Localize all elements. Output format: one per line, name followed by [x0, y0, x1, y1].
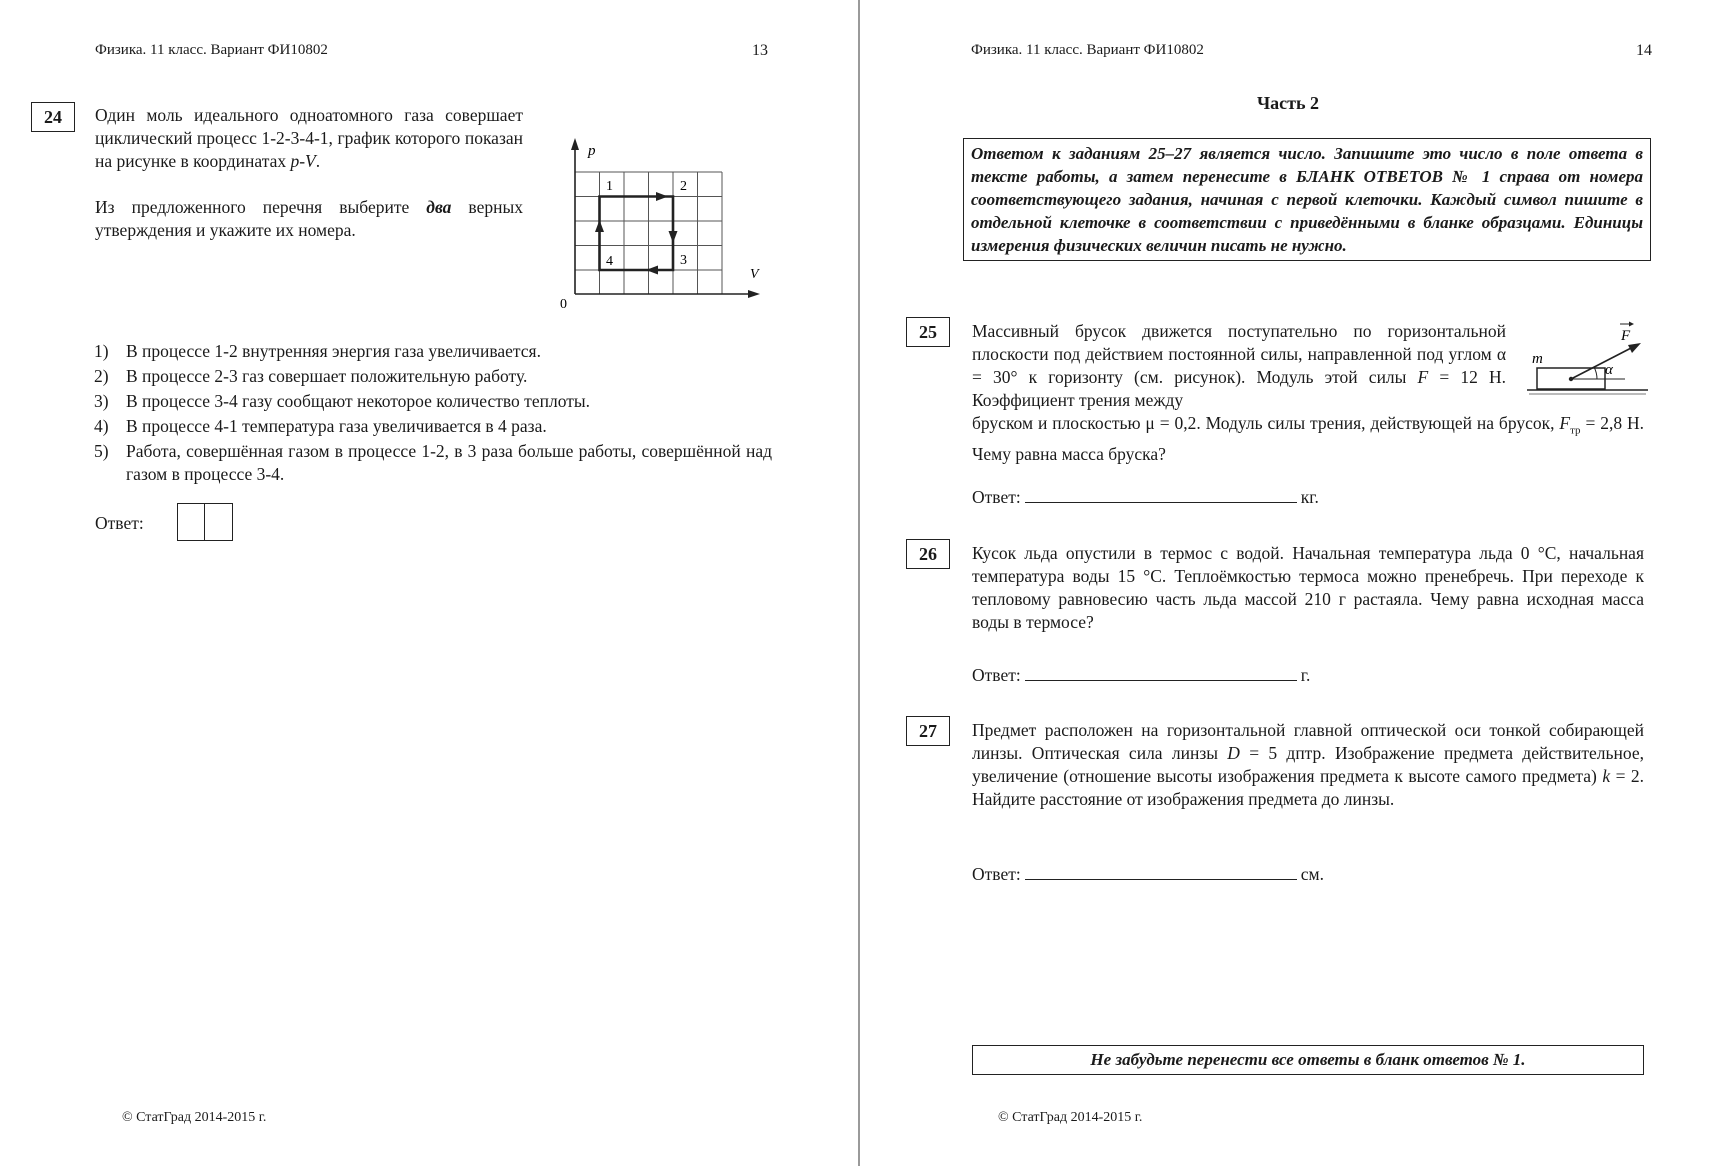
option-number: 1) [94, 341, 109, 361]
option-text: В процессе 1-2 внутренняя энергия газа увеличивается. [126, 341, 541, 361]
force-label-vector-tip [1629, 322, 1634, 327]
mass-label: m [1532, 351, 1543, 367]
question-number-25: 25 [906, 317, 950, 347]
answer-line-25 [972, 485, 1319, 508]
block-force-figure [1525, 318, 1650, 398]
option-text: Работа, совершённая газом в процессе 1-2, в 3 раза больше работы, совершённой над газом в процессе 3-4. [126, 441, 772, 484]
answer-label: Ответ: [972, 487, 1021, 507]
p-axis-arrow [571, 138, 579, 150]
answer-line-26 [972, 663, 1310, 686]
p-axis-label: p [588, 143, 596, 159]
option-number: 5) [94, 441, 109, 461]
answer-label: Ответ: [972, 665, 1021, 685]
option-text: В процессе 2-3 газ совершает положительную работу. [126, 366, 528, 386]
page-footer: © СтатГрад 2014-2015 г. [122, 1110, 267, 1125]
answer-unit: кг. [1300, 487, 1319, 507]
pv-graph [550, 130, 770, 315]
answer-field-26[interactable] [1025, 663, 1297, 681]
answer-field-27[interactable] [1025, 862, 1297, 880]
v-axis-arrow [748, 290, 760, 298]
page-number: 13 [752, 42, 768, 59]
option-text: В процессе 3-4 газу сообщают некоторое количество теплоты. [126, 391, 590, 411]
arrow-4-1 [595, 220, 604, 232]
answer-label: Ответ: [972, 864, 1021, 884]
page-number: 14 [1636, 42, 1652, 59]
point-label-2: 2 [680, 179, 687, 194]
answer-label: Ответ: [95, 513, 144, 533]
angle-arc [1594, 367, 1597, 379]
question-25-text-cont: бруском и плоскостью μ = 0,2. Модуль силы трения, действующей на брусок, $F_{тр} = 2,8$ Н. Чему равна масса бруска? [972, 413, 1644, 464]
page-header: Физика. 11 класс. Вариант ФИ10802 [971, 42, 1204, 58]
question-24-select-instruction: Из предложенного перечня выберите два верных утверждения и укажите их номера. [95, 197, 523, 240]
force-label: F [1621, 328, 1631, 344]
question-number-26: 26 [906, 539, 950, 569]
point-label-1: 1 [606, 179, 613, 194]
reminder-box: Не забудьте перенести все ответы в бланк ответов № 1. [972, 1045, 1644, 1075]
arrow-1-2 [656, 192, 668, 201]
question-25-text: Массивный брусок движется поступательно по горизонтальной плоскости под действием постоянной силы, направленной под углом α = 30° к горизонту (см. рисунок). Модуль этой силы F = 12 Н. Коэффициент трения между [972, 321, 1506, 410]
graph-grid [575, 172, 722, 294]
page-footer: © СтатГрад 2014-2015 г. [998, 1110, 1143, 1125]
question-24-intro: Один моль идеального одноатомного газа совершает циклический процесс 1-2-3-4-1, график которого показан на рисунке в координатах p-V. [95, 105, 523, 171]
origin-label: 0 [560, 297, 567, 312]
arrow-3-4 [646, 266, 658, 275]
option-number: 2) [94, 366, 109, 386]
force-vector [1571, 346, 1635, 379]
answer-unit: см. [1300, 864, 1324, 884]
option-number: 3) [94, 391, 109, 411]
arrow-2-3 [669, 231, 678, 243]
option-number: 4) [94, 416, 109, 436]
question-27-text: Предмет расположен на горизонтальной главной оптической оси тонкой собирающей линзы. Оптическая сила линзы D = 5 дптр. Изображение предмета действительное, увеличение (отношение высоты изображения предмета к высоте самого предмета) k = 2. Найдите расстояние от изображения предмета до линзы. [972, 720, 1645, 809]
page-header: Физика. 11 класс. Вариант ФИ10802 [95, 42, 328, 58]
point-label-3: 3 [680, 253, 687, 268]
page-right [860, 0, 1716, 1166]
question-number-27: 27 [906, 716, 950, 746]
question-26-text: Кусок льда опустили в термос с водой. Начальная температура льда 0 °С, начальная температура воды 15 °С. Теплоёмкостью термоса можно пренебречь. При переходе к тепловому равновесию часть льда массой 210 г растаяла. Чему равна исходная масса воды в термосе? [972, 543, 1644, 632]
answer-boxes [177, 503, 233, 541]
force-arrowhead [1628, 343, 1641, 353]
answer-unit: г. [1300, 665, 1311, 685]
instructions-box: Ответом к заданиям 25–27 является число. Запишите это число в поле ответа в тексте работы, а затем перенесите в БЛАНК ОТВЕТОВ № 1 справа от номера соответствующего задания, начиная с первой клеточки. Каждый символ пишите в отдельной клеточке в соответствии с приведёнными в бланке образцами. Единицы измерения физических величин писать не нужно. [963, 138, 1651, 261]
option-text: В процессе 4-1 температура газа увеличивается в 4 раза. [126, 416, 547, 436]
angle-label: α [1605, 362, 1613, 378]
part-title: Часть 2 [1256, 93, 1320, 113]
answer-box-1[interactable] [177, 503, 205, 541]
point-label-4: 4 [606, 254, 613, 269]
answer-line-27 [972, 862, 1324, 885]
v-axis-label: V [750, 267, 759, 282]
answer-box-2[interactable] [205, 503, 233, 541]
question-number-24: 24 [31, 102, 75, 132]
answer-field-25[interactable] [1025, 485, 1297, 503]
